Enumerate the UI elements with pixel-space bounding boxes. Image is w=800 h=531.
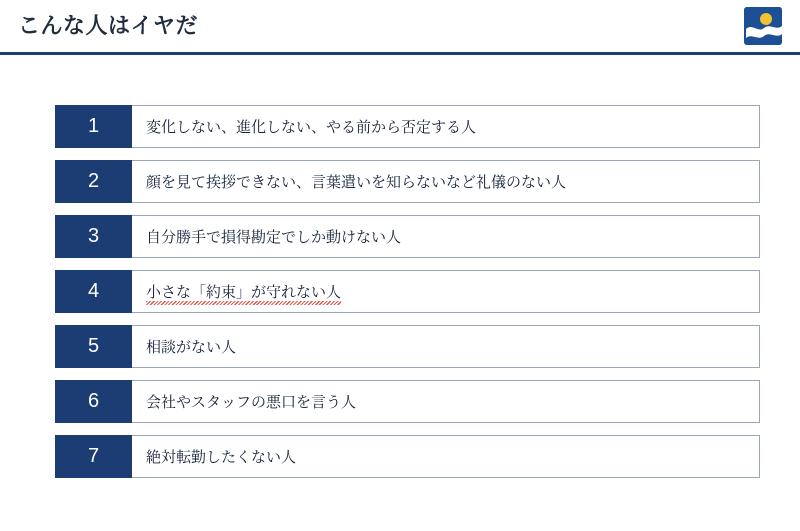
list-item-text-box bbox=[132, 105, 760, 148]
list-item-number: 1 bbox=[55, 105, 132, 148]
list-item-number: 7 bbox=[55, 435, 132, 478]
list-item-number: 4 bbox=[55, 270, 132, 313]
list-item-text-box bbox=[132, 325, 760, 368]
list-item-label: 変化しない、進化しない、やる前から否定する人 bbox=[146, 119, 477, 136]
header-divider bbox=[0, 52, 800, 55]
list-item-label: 自分勝手で損得勘定でしか動けない人 bbox=[146, 229, 402, 246]
sun-wave-logo-icon bbox=[744, 7, 782, 45]
list-item-number: 6 bbox=[55, 380, 132, 423]
dislike-list bbox=[55, 105, 760, 490]
list-item bbox=[55, 215, 760, 258]
page-title: こんな人はイヤだ bbox=[18, 13, 199, 38]
list-item-label: 相談がない人 bbox=[146, 339, 237, 356]
list-item bbox=[55, 380, 760, 423]
list-item bbox=[55, 160, 760, 203]
list-item-text-box bbox=[132, 215, 760, 258]
list-item-text-box bbox=[132, 380, 760, 423]
list-item-label: 会社やスタッフの悪口を言う人 bbox=[146, 394, 357, 411]
list-item bbox=[55, 435, 760, 478]
list-item-text-box bbox=[132, 435, 760, 478]
list-item bbox=[55, 270, 760, 313]
list-item-number: 3 bbox=[55, 215, 132, 258]
list-item-text-box bbox=[132, 160, 760, 203]
list-item bbox=[55, 105, 760, 148]
list-item-number: 2 bbox=[55, 160, 132, 203]
list-item-text-box bbox=[132, 270, 760, 313]
list-item-number: 5 bbox=[55, 325, 132, 368]
list-item bbox=[55, 325, 760, 368]
list-item-label: 絶対転勤したくない人 bbox=[146, 449, 297, 466]
list-item-label: 小さな「約束」が守れない人 bbox=[146, 281, 341, 302]
slide-header bbox=[0, 0, 800, 52]
list-item-label: 顔を見て挨拶できない、言葉遣いを知らないなど礼儀のない人 bbox=[146, 174, 567, 191]
